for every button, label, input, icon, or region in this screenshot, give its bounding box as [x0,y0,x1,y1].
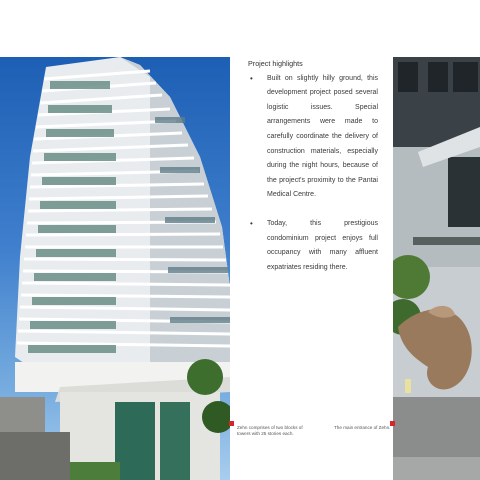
tower-photo [0,57,230,480]
highlights-heading: Project highlights [248,59,303,68]
highlights-list [248,72,378,276]
bullet-text: Built on slightly hilly ground, this development project posed several logistic issues. Special arrangements were made to carefully coordinate the delivery of construction materials, especially during the night hours, because of the project's proximity to the Pantai Medical Centre. [267,74,378,199]
caption-marker-left [229,421,234,426]
caption-right: The main entrance of Zehn. [334,425,391,430]
caption-left: Zehn comprises of two blocks of towers with 25 stories each. [237,425,303,437]
list-item [248,217,378,275]
list-item [248,72,378,203]
bullet-icon: • [250,218,253,228]
project-highlights [248,57,378,275]
bullet-icon: • [250,73,253,83]
entrance-photo [393,57,480,480]
bullet-text: Today, this prestigious condominium project enjoys full occupancy with many affluent expatriates residing there. [267,219,378,271]
